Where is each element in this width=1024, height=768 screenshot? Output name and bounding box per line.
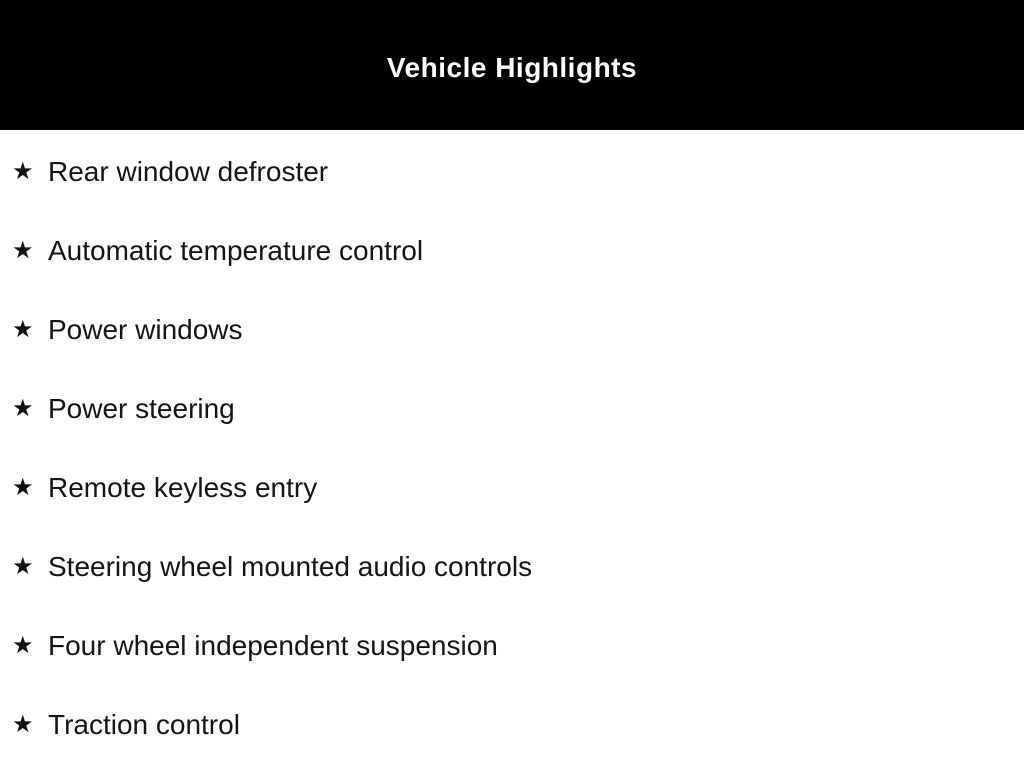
list-item <box>0 606 1024 685</box>
list-item-label: Rear window defroster <box>48 155 329 187</box>
star-icon: ★ <box>12 710 34 738</box>
list-item-label: Traction control <box>48 708 240 740</box>
page-title: Vehicle Highlights <box>386 52 638 83</box>
highlights-list <box>0 130 1024 764</box>
star-icon: ★ <box>12 236 34 264</box>
list-item <box>0 132 1024 211</box>
list-item <box>0 369 1024 448</box>
list-item-label: Automatic temperature control <box>48 234 424 266</box>
list-item-label: Four wheel independent suspension <box>48 629 498 661</box>
list-item <box>0 527 1024 606</box>
list-item <box>0 685 1024 764</box>
star-icon: ★ <box>12 394 34 422</box>
header-bar <box>0 0 1024 130</box>
star-icon: ★ <box>12 631 34 659</box>
star-icon: ★ <box>12 552 34 580</box>
list-item-label: Remote keyless entry <box>48 471 318 503</box>
list-item-label: Power windows <box>48 313 243 345</box>
list-item-label: Steering wheel mounted audio controls <box>48 550 533 582</box>
star-icon: ★ <box>12 157 34 185</box>
list-item <box>0 211 1024 290</box>
list-item <box>0 448 1024 527</box>
list-item-label: Power steering <box>48 392 235 424</box>
star-icon: ★ <box>12 315 34 343</box>
star-icon: ★ <box>12 473 34 501</box>
list-item <box>0 290 1024 369</box>
